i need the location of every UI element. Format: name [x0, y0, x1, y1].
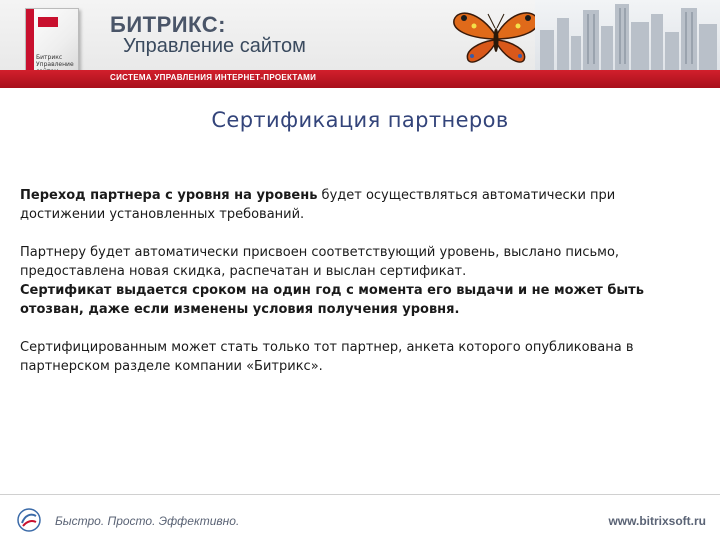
- footer-url-link[interactable]: www.bitrixsoft.ru: [608, 514, 706, 528]
- slide-header: [0, 0, 720, 88]
- paragraph-2-bold: Сертификат выдается сроком на один год с момента его выдачи и не может быть отозван, даже если изменены условия получения уровня.: [20, 283, 644, 317]
- footer-divider: [0, 494, 720, 495]
- product-box-image: [25, 8, 79, 76]
- paragraph-2-text: Партнеру будет автоматически присвоен соответствующий уровень, выслано письмо, предоставлена новая скидка, распечатан и выслан сертификат.: [20, 245, 620, 279]
- bitrix-logo-icon: [16, 507, 42, 533]
- paragraph-3-text: Сертифицированным может стать только тот партнер, анкета которого опубликована в партнерском разделе компании «Битрикс».: [20, 340, 634, 374]
- footer-slogan: Быстро. Просто. Эффективно.: [55, 514, 240, 528]
- paragraph-2: [20, 243, 700, 319]
- paragraph-3: [20, 338, 700, 376]
- city-skyline-image: [535, 0, 720, 70]
- body-text: [20, 186, 700, 395]
- header-tagline: СИСТЕМА УПРАВЛЕНИЯ ИНТЕРНЕТ-ПРОЕКТАМИ: [110, 73, 317, 82]
- paragraph-1-bold: Переход партнера с уровня на уровень: [20, 188, 318, 203]
- product-title: Управление сайтом: [123, 35, 306, 57]
- brand-title: БИТРИКС:: [110, 12, 226, 37]
- paragraph-1: [20, 186, 700, 224]
- butterfly-image: [450, 6, 542, 68]
- page-title: Сертификация партнеров: [211, 108, 509, 132]
- header-red-band: [0, 70, 720, 88]
- paragraph-1-text: будет осуществляться автоматически при достижении установленных требований.: [20, 188, 616, 222]
- product-box-label: Битрикс Управление: [36, 54, 74, 68]
